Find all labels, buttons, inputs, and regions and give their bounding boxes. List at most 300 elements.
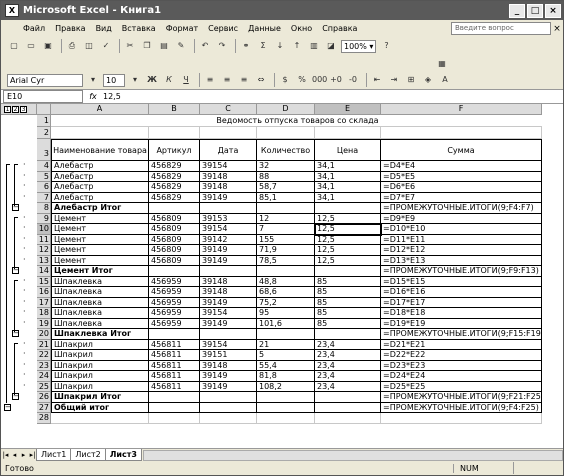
redo-icon[interactable]: ↷: [218, 41, 226, 50]
cell-b[interactable]: 456809: [149, 214, 200, 225]
cell-a[interactable]: Шпакрил: [51, 340, 149, 351]
cell-d[interactable]: 88: [257, 172, 315, 183]
column-header[interactable]: B: [149, 104, 200, 115]
cell-b[interactable]: 456829: [149, 182, 200, 193]
sheet-title: Ведомость отпуска товаров со склада: [51, 115, 542, 127]
cell-a[interactable]: Шпаклевка: [51, 308, 149, 319]
cell-c[interactable]: 39154: [200, 308, 257, 319]
menu-window[interactable]: Окно: [290, 24, 313, 33]
cell-c[interactable]: 39154: [200, 340, 257, 351]
cell-d[interactable]: 12: [257, 214, 315, 225]
excel-app-icon[interactable]: X: [5, 4, 19, 17]
outline-level-button[interactable]: 2: [13, 106, 18, 113]
tab-sheet1[interactable]: Лист1: [36, 449, 71, 461]
row-header[interactable]: 18: [38, 308, 49, 317]
row-header[interactable]: 23: [38, 360, 49, 370]
maximize-button[interactable]: □: [527, 4, 543, 18]
row-header[interactable]: 10: [38, 224, 49, 233]
menu-data[interactable]: Данные: [248, 24, 281, 33]
increase-decimal-icon[interactable]: +0: [330, 75, 342, 84]
cell-e[interactable]: 12,5: [315, 256, 381, 267]
cell-a[interactable]: Алебастр: [51, 193, 149, 204]
cell[interactable]: [149, 127, 200, 139]
cell-d[interactable]: 58,7: [257, 182, 315, 193]
active-cell-selection[interactable]: [314, 223, 382, 236]
cell-b[interactable]: 456809: [149, 224, 200, 235]
row-header[interactable]: 1: [37, 115, 51, 127]
cell-c[interactable]: 39148: [200, 361, 257, 372]
hyperlink-icon[interactable]: ⚭: [242, 41, 250, 50]
outline-detail-dot: ·: [23, 370, 26, 379]
cell-c[interactable]: [200, 329, 257, 340]
menu-view[interactable]: Вид: [95, 24, 112, 33]
cell-b[interactable]: 456811: [149, 340, 200, 351]
print-icon[interactable]: ⎙: [68, 41, 76, 50]
cell-e[interactable]: [315, 413, 381, 424]
cell-a[interactable]: Цемент: [51, 235, 149, 246]
autosum-icon[interactable]: Σ: [260, 41, 266, 50]
cell-f[interactable]: =D4*E4: [381, 161, 542, 172]
cell-e[interactable]: 34,1: [315, 161, 381, 172]
cell-e[interactable]: 85: [315, 287, 381, 298]
row-header[interactable]: 21: [38, 339, 49, 349]
cell-a[interactable]: Шпакрил: [51, 382, 149, 393]
row-header[interactable]: 25: [38, 381, 49, 391]
cut-icon[interactable]: ✂: [126, 41, 134, 50]
cell-e[interactable]: 12,5: [315, 214, 381, 225]
cell-d[interactable]: 81,8: [257, 371, 315, 382]
cell-f[interactable]: =D23*E23: [381, 361, 542, 372]
outline-group-bracket: [14, 164, 18, 206]
first-sheet-icon[interactable]: |◂: [2, 451, 9, 459]
row-header[interactable]: 16: [38, 287, 49, 296]
cell-a[interactable]: Шпакрил Итог: [51, 392, 149, 403]
cell-c[interactable]: [200, 403, 257, 414]
select-all-corner[interactable]: [37, 104, 51, 115]
cell-d[interactable]: 78,5: [257, 256, 315, 267]
cell-f[interactable]: [381, 413, 542, 424]
cell-e[interactable]: [315, 329, 381, 340]
collapse-group-button[interactable]: −: [13, 392, 19, 400]
cell-f[interactable]: =ПРОМЕЖУТОЧНЫЕ.ИТОГИ(9;F15:F19: [383, 329, 541, 338]
cell-b[interactable]: 456829: [149, 172, 200, 183]
cell-d[interactable]: 71,9: [257, 245, 315, 256]
cell-b[interactable]: 456829: [149, 193, 200, 204]
borders-icon[interactable]: ⊞: [407, 75, 415, 84]
cell-c[interactable]: 39151: [200, 350, 257, 361]
save-icon[interactable]: ▣: [44, 41, 52, 50]
outline-detail-dot: ·: [23, 359, 26, 369]
row-header[interactable]: 4: [37, 161, 51, 172]
outline-detail-dot: ·: [23, 307, 26, 316]
cell-c[interactable]: 39149: [200, 382, 257, 393]
cell-c[interactable]: 39142: [200, 235, 257, 246]
cell-e[interactable]: 23,4: [315, 361, 381, 372]
cell-d[interactable]: [257, 392, 315, 403]
outline-level-button[interactable]: 1: [5, 106, 10, 113]
cell-c[interactable]: 39153: [200, 214, 257, 225]
row-header[interactable]: 5: [37, 172, 51, 183]
outdent-icon[interactable]: ⇤: [373, 75, 381, 84]
collapse-group-button[interactable]: −: [13, 266, 19, 274]
size-dropdown-arrow-icon[interactable]: ▾: [132, 75, 137, 84]
cell-d[interactable]: 21: [257, 340, 315, 351]
outline-group-bracket: [14, 217, 18, 270]
cell-f[interactable]: =D11*E11: [381, 235, 542, 246]
cell-f[interactable]: =D7*E7: [381, 193, 542, 204]
drawing-icon[interactable]: ◪: [327, 41, 335, 50]
status-text: Готово: [5, 463, 34, 473]
cell-c[interactable]: [200, 413, 257, 424]
outline-total-bracket: [6, 164, 10, 403]
cell-c[interactable]: 39149: [200, 193, 257, 204]
cell-f[interactable]: =D15*E15: [381, 277, 542, 288]
cell-d[interactable]: 155: [257, 235, 315, 246]
cell-a[interactable]: Шпаклевка: [51, 277, 149, 288]
cell-e[interactable]: [315, 392, 381, 403]
cell-b[interactable]: 456811: [149, 382, 200, 393]
cell-f[interactable]: =D17*E17: [381, 298, 542, 309]
menu-file[interactable]: Файл: [23, 24, 46, 33]
cell-f[interactable]: =D12*E12: [381, 245, 542, 256]
cell-c[interactable]: 39149: [200, 319, 257, 330]
collapse-group-button[interactable]: −: [13, 329, 19, 337]
cell-d[interactable]: [257, 329, 315, 340]
cell-f[interactable]: =ПРОМЕЖУТОЧНЫЕ.ИТОГИ(9;F9:F13): [381, 266, 542, 277]
new-icon[interactable]: ▢: [10, 41, 18, 50]
row-header[interactable]: 27: [38, 402, 49, 412]
collapse-level1-button[interactable]: −: [5, 402, 11, 411]
name-box[interactable]: E10: [3, 90, 83, 103]
cell-f[interactable]: =D24*E24: [381, 371, 542, 382]
row-header[interactable]: 22: [38, 350, 49, 359]
cell-b[interactable]: 456959: [149, 319, 200, 330]
row-header[interactable]: 7: [37, 193, 51, 204]
cell-f[interactable]: =ПРОМЕЖУТОЧНЫЕ.ИТОГИ(9;F4:F7): [381, 203, 542, 214]
cell-f[interactable]: =D22*E22: [381, 350, 542, 361]
cell-e[interactable]: 85: [315, 298, 381, 309]
outline-detail-dot: ·: [23, 317, 26, 327]
cell-a[interactable]: Шпаклевка: [51, 287, 149, 298]
cell-c[interactable]: 39148: [200, 172, 257, 183]
row-header[interactable]: 9: [37, 214, 51, 225]
cell-f[interactable]: =D6*E6: [381, 182, 542, 193]
cell-f[interactable]: =D18*E18: [381, 308, 542, 319]
cell-e[interactable]: 34,1: [315, 193, 381, 204]
prev-sheet-icon[interactable]: ◂: [12, 451, 17, 459]
toolbar-separator: [61, 39, 62, 53]
cell-d[interactable]: 95: [257, 308, 315, 319]
font-dropdown[interactable]: [7, 74, 83, 87]
column-header[interactable]: E: [315, 104, 381, 115]
align-left-icon[interactable]: ≡: [206, 75, 214, 84]
menu-help[interactable]: Справка: [322, 24, 358, 33]
cell-a[interactable]: Шпаклевка Итог: [51, 329, 149, 340]
cell-b[interactable]: 456809: [149, 256, 200, 267]
copy-icon[interactable]: ❐: [143, 41, 151, 50]
outline-detail-dot: ·: [23, 349, 26, 358]
fill-color-icon[interactable]: ◈: [424, 75, 432, 84]
row-header[interactable]: 6: [37, 182, 51, 193]
column-header[interactable]: D: [257, 104, 315, 115]
cell-d[interactable]: 101,6: [257, 319, 315, 330]
chart-wizard-icon[interactable]: ▥: [310, 41, 318, 50]
toolbar-separator: [235, 39, 236, 53]
cell-e[interactable]: 12,5: [315, 245, 381, 256]
spreadsheet-grid: [1, 104, 563, 448]
cell-b[interactable]: 456811: [149, 361, 200, 372]
cell-b[interactable]: [149, 392, 200, 403]
outline-detail-dot: ·: [23, 181, 26, 190]
cell-a[interactable]: Шпаклевка: [51, 298, 149, 309]
undo-icon[interactable]: ↶: [201, 41, 209, 50]
menu-insert[interactable]: Вставка: [121, 24, 156, 33]
row-header[interactable]: 26: [38, 392, 49, 401]
spelling-icon[interactable]: ✓: [102, 41, 110, 50]
cell-e[interactable]: 85: [315, 277, 381, 288]
cell-e[interactable]: 12,5: [315, 224, 381, 235]
column-heading-cell[interactable]: Сумма: [381, 139, 542, 161]
cell-d[interactable]: [257, 413, 315, 424]
underline-icon[interactable]: Ч: [183, 75, 189, 84]
cell-a[interactable]: Шпакрил: [51, 371, 149, 382]
cell-a[interactable]: Цемент: [51, 214, 149, 225]
column-header[interactable]: F: [381, 104, 542, 115]
menu-tools[interactable]: Сервис: [208, 24, 239, 33]
row-header[interactable]: 19: [38, 318, 49, 328]
cell-d[interactable]: [257, 266, 315, 277]
column-heading-cell[interactable]: Наименование товара: [51, 139, 149, 161]
menu-format[interactable]: Формат: [165, 24, 199, 33]
cell-d[interactable]: 48,8: [257, 277, 315, 288]
cell-a[interactable]: Цемент: [51, 256, 149, 267]
currency-icon[interactable]: $: [282, 75, 288, 84]
close-button[interactable]: ×: [545, 4, 561, 18]
cell-c[interactable]: [200, 266, 257, 277]
row-header[interactable]: 11: [38, 234, 49, 244]
fx-icon[interactable]: fx: [89, 92, 97, 101]
row-header[interactable]: 8: [37, 203, 51, 214]
cell-d[interactable]: 32: [257, 161, 315, 172]
italic-icon[interactable]: К: [166, 75, 172, 84]
cell-d[interactable]: 5: [257, 350, 315, 361]
cell-f[interactable]: =D16*E16: [381, 287, 542, 298]
cell-a[interactable]: [51, 413, 149, 424]
cell-e[interactable]: 23,4: [315, 350, 381, 361]
cell-e[interactable]: 23,4: [315, 371, 381, 382]
cell-f[interactable]: =D13*E13: [381, 256, 542, 267]
cell-a[interactable]: Цемент: [51, 224, 149, 235]
help-icon[interactable]: ?: [384, 41, 389, 50]
row-header[interactable]: 28: [38, 413, 49, 422]
row-header[interactable]: 14: [38, 266, 49, 275]
cell[interactable]: [51, 127, 149, 139]
row-header[interactable]: 3: [37, 139, 51, 161]
cell-c[interactable]: [200, 392, 257, 403]
cell-f[interactable]: =D21*E21: [381, 340, 542, 351]
open-icon[interactable]: ▭: [27, 41, 35, 50]
cell-b[interactable]: 456959: [149, 308, 200, 319]
row-header[interactable]: 24: [38, 371, 49, 380]
outline-detail-dot: ·: [23, 296, 26, 306]
cell-a[interactable]: Алебастр: [51, 161, 149, 172]
cell-b[interactable]: 456811: [149, 350, 200, 361]
cell-b[interactable]: 456959: [149, 277, 200, 288]
row-header[interactable]: 17: [38, 297, 49, 307]
outline-detail-dot: ·: [23, 338, 26, 348]
cell-c[interactable]: 39149: [200, 256, 257, 267]
outline-detail-dot: ·: [23, 380, 26, 390]
align-center-icon[interactable]: ≡: [223, 75, 231, 84]
num-lock-indicator: NUM: [453, 464, 513, 473]
cell-e[interactable]: 12,5: [315, 235, 381, 246]
cell-c[interactable]: 39154: [200, 224, 257, 235]
next-sheet-icon[interactable]: ▸: [21, 451, 26, 459]
cell-f[interactable]: =D5*E5: [381, 172, 542, 183]
workbook-close-button[interactable]: ×: [553, 23, 561, 34]
cell-b[interactable]: [149, 266, 200, 277]
menu-bar: [1, 20, 563, 37]
cell-b[interactable]: 456829: [149, 161, 200, 172]
cell-b[interactable]: [149, 403, 200, 414]
cell-c[interactable]: 39154: [200, 161, 257, 172]
tab-sheet3[interactable]: Лист3: [105, 449, 142, 461]
sort-asc-icon[interactable]: ↓: [276, 41, 284, 50]
cell-d[interactable]: [257, 203, 315, 214]
merge-center-icon[interactable]: ⇔: [257, 75, 265, 84]
column-heading-cell[interactable]: Дата: [200, 139, 257, 161]
row-header[interactable]: 15: [38, 276, 49, 286]
cell-f[interactable]: =D9*E9: [381, 214, 542, 225]
cell-a[interactable]: Шпаклевка: [51, 319, 149, 330]
column-header[interactable]: C: [200, 104, 257, 115]
column-heading-cell[interactable]: Цена: [315, 139, 381, 161]
cell-c[interactable]: 39148: [200, 182, 257, 193]
cell-a[interactable]: Шпакрил: [51, 350, 149, 361]
cell-e[interactable]: [315, 203, 381, 214]
font-dropdown-arrow-icon[interactable]: ▾: [90, 75, 95, 84]
cell-f[interactable]: =ПРОМЕЖУТОЧНЫЕ.ИТОГИ(9;F4:F25): [381, 403, 542, 414]
cell-e[interactable]: 34,1: [315, 172, 381, 183]
font-color-icon[interactable]: A: [442, 75, 448, 84]
cell-b[interactable]: [149, 413, 200, 424]
font-size-dropdown[interactable]: [103, 74, 125, 87]
outline-detail-dot: ·: [23, 244, 26, 253]
status-panel: [513, 462, 563, 474]
cell[interactable]: [200, 127, 257, 139]
cell-d[interactable]: 68,6: [257, 287, 315, 298]
percent-icon[interactable]: %: [298, 75, 306, 84]
toolbar-separator: [199, 73, 200, 87]
format-painter-icon[interactable]: ✎: [177, 41, 185, 50]
cell-e[interactable]: 85: [315, 319, 381, 330]
cell-a[interactable]: Алебастр: [51, 182, 149, 193]
cell-b[interactable]: 456959: [149, 298, 200, 309]
column-heading-cell[interactable]: Артикул: [149, 139, 200, 161]
last-sheet-icon[interactable]: ▸|: [29, 451, 36, 459]
cell[interactable]: [315, 127, 381, 139]
help-question-input[interactable]: Введите вопрос: [451, 22, 551, 35]
cell-f[interactable]: =D25*E25: [381, 382, 542, 393]
outline-level-button[interactable]: 3: [21, 106, 26, 113]
sort-desc-icon[interactable]: ↑: [293, 41, 301, 50]
cell-b[interactable]: [149, 329, 200, 340]
zoom-dropdown[interactable]: [341, 40, 376, 53]
row-header[interactable]: 12: [38, 245, 49, 254]
font-size: 10: [106, 75, 117, 85]
cell-c[interactable]: 39149: [200, 298, 257, 309]
cell-e[interactable]: 23,4: [315, 340, 381, 351]
align-right-icon[interactable]: ≡: [240, 75, 248, 84]
row-header[interactable]: 2: [37, 127, 51, 139]
column-heading-cell[interactable]: Количество: [257, 139, 315, 161]
cell-e[interactable]: 34,1: [315, 182, 381, 193]
thousands-icon[interactable]: 000: [312, 75, 328, 84]
cell-f[interactable]: =D19*E19: [381, 319, 542, 330]
decrease-decimal-icon[interactable]: -0: [349, 75, 357, 84]
cell-a[interactable]: Цемент: [51, 245, 149, 256]
collapse-group-button[interactable]: −: [13, 203, 19, 211]
cell-d[interactable]: 108,2: [257, 382, 315, 393]
cell-d[interactable]: [257, 403, 315, 414]
menu-edit[interactable]: Правка: [55, 24, 86, 33]
cell-f[interactable]: =D10*E10: [381, 224, 542, 235]
cell-a[interactable]: Алебастр Итог: [51, 203, 149, 214]
paste-icon[interactable]: ▤: [160, 41, 168, 50]
horizontal-scrollbar[interactable]: [143, 450, 563, 461]
tab-sheet2[interactable]: Лист2: [70, 449, 105, 461]
formatting-toolbar: [1, 71, 563, 89]
cell-c[interactable]: 39149: [200, 245, 257, 256]
cell-e[interactable]: [315, 403, 381, 414]
cell-e[interactable]: [315, 266, 381, 277]
cell-b[interactable]: 456809: [149, 245, 200, 256]
cell-c[interactable]: 39148: [200, 287, 257, 298]
formula-input[interactable]: 12,5: [103, 92, 121, 101]
column-header[interactable]: A: [51, 104, 149, 115]
cell-d[interactable]: 55,4: [257, 361, 315, 372]
row-header[interactable]: 20: [38, 329, 49, 338]
cell-e[interactable]: 23,4: [315, 382, 381, 393]
cell[interactable]: [257, 127, 315, 139]
cell-b[interactable]: [149, 203, 200, 214]
row-header[interactable]: 13: [38, 255, 49, 265]
preview-icon[interactable]: ◫: [85, 41, 93, 50]
cell-a[interactable]: Шпакрил: [51, 361, 149, 372]
cell[interactable]: [381, 127, 542, 139]
cell-b[interactable]: 456959: [149, 287, 200, 298]
minimize-button[interactable]: _: [509, 4, 525, 18]
cell-c[interactable]: 39148: [200, 277, 257, 288]
cell-d[interactable]: 75,2: [257, 298, 315, 309]
cell-e[interactable]: 85: [315, 308, 381, 319]
font-name: Arial Cyr: [10, 75, 45, 85]
formula-bar: [1, 89, 563, 104]
cell-d[interactable]: 85,1: [257, 193, 315, 204]
toolbar-options-icon[interactable]: ▦: [438, 59, 446, 68]
cell-a[interactable]: Общий итог: [51, 403, 149, 414]
cell-c[interactable]: [200, 203, 257, 214]
cell-b[interactable]: 456811: [149, 371, 200, 382]
cell-b[interactable]: 456809: [149, 235, 200, 246]
cell-a[interactable]: Цемент Итог: [51, 266, 149, 277]
cell-d[interactable]: 7: [257, 224, 315, 235]
indent-icon[interactable]: ⇥: [390, 75, 398, 84]
cell-a[interactable]: Алебастр: [51, 172, 149, 183]
cell-c[interactable]: 39149: [200, 371, 257, 382]
cell-f[interactable]: =ПРОМЕЖУТОЧНЫЕ.ИТОГИ(9;F21:F25: [383, 392, 541, 401]
bold-icon[interactable]: Ж: [147, 75, 157, 84]
